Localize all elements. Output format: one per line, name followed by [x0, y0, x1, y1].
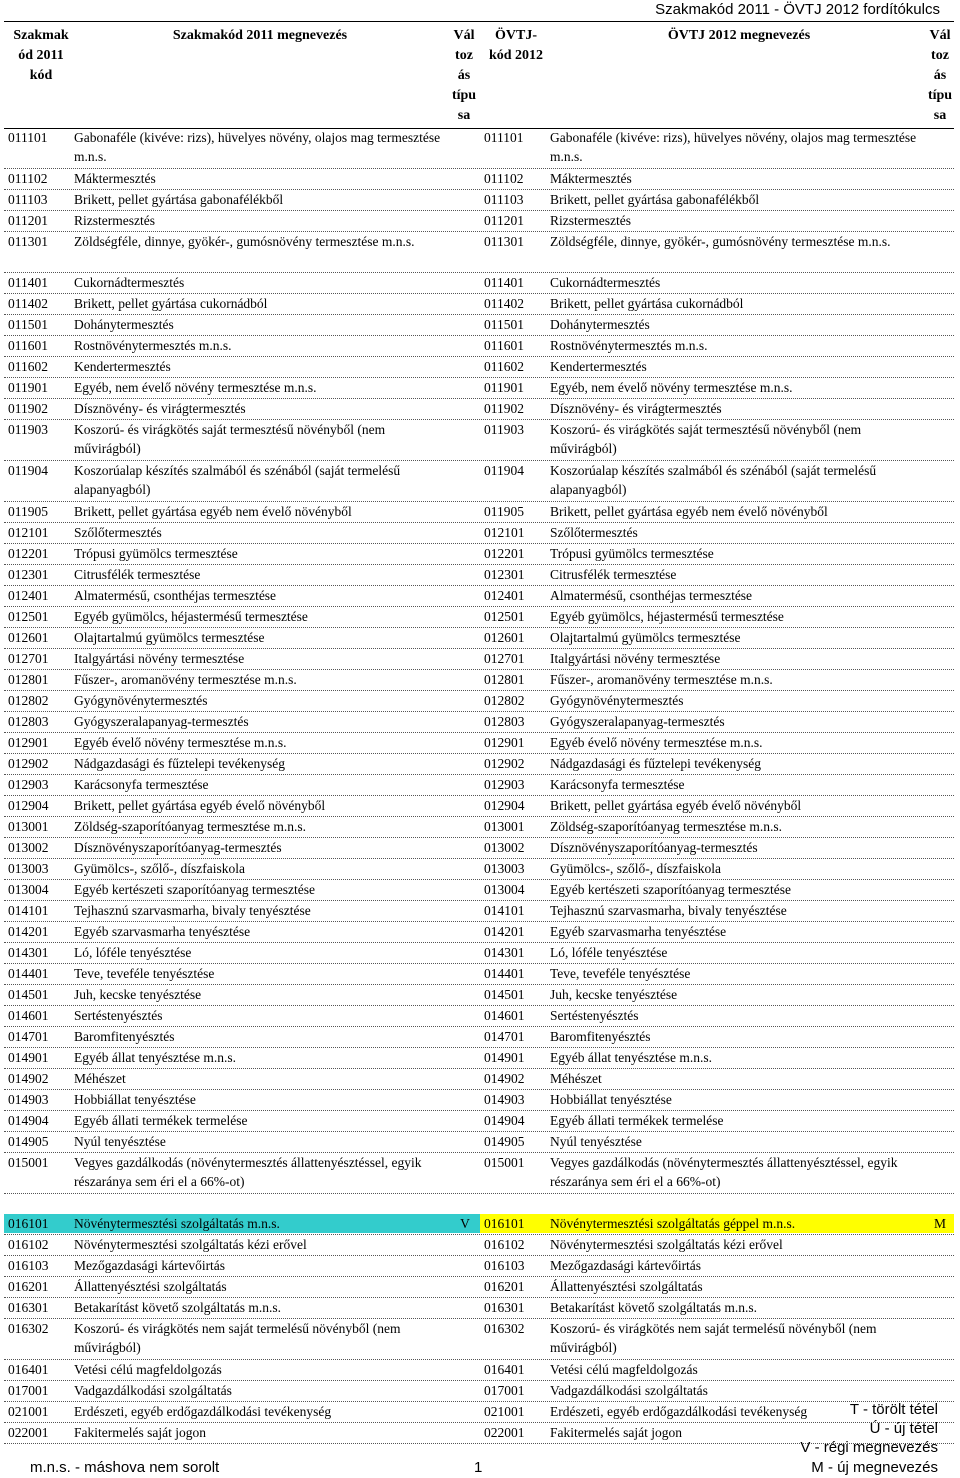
cell-name-2011: Baromfitenyésztés: [74, 1029, 175, 1044]
cell-code-2012: 014201: [484, 924, 525, 939]
table-row: [4, 315, 954, 336]
cell-name-2012: Brikett, pellet gyártása egyéb nem évelő növényből: [550, 504, 828, 519]
cell-name-2011: Növénytermesztési szolgáltatás kézi erővel: [74, 1237, 307, 1252]
cell-name-2012: Italgyártási növény termesztése: [550, 651, 721, 666]
cell-name-2012: Sertéstenyésztés: [550, 1008, 639, 1023]
cell-code-2012: 012301: [484, 567, 525, 582]
cell-code-2011: 011102: [8, 171, 48, 186]
cell-name-2012: Vegyes gazdálkodás (növénytermesztés állattenyésztéssel, egyik részaránya sem éri el a 66%-ot): [550, 1155, 898, 1190]
document-title: Szakmakód 2011 - ÖVTJ 2012 fordítókulcs: [655, 1, 940, 18]
cell-name-2012: Cukornádtermesztés: [550, 275, 661, 290]
cell-code-2012: 012401: [484, 588, 525, 603]
cell-code-2011: 014701: [8, 1029, 49, 1044]
cell-code-2011: 011905: [8, 504, 48, 519]
cell-name-2011: Egyéb állati termékek termelése: [74, 1113, 248, 1128]
cell-name-2012: Erdészeti, egyéb erdőgazdálkodási tevékenység: [550, 1404, 808, 1419]
cell-name-2012: Vadgazdálkodási szolgáltatás: [550, 1383, 708, 1398]
cell-code-2011: 012301: [8, 567, 49, 582]
table-row: [4, 378, 954, 399]
cell-name-2012: Koszorú- és virágkötés nem saját termelésű növényből (nem művirágból): [550, 1321, 877, 1356]
cell-code-2012: 011903: [484, 422, 524, 437]
cell-name-2011: Vetési célú magfeldolgozás: [74, 1362, 222, 1377]
cell-code-2012: 011601: [484, 338, 524, 353]
table-row: [4, 649, 954, 670]
table-row: [4, 336, 954, 357]
cell-code-2011: 012903: [8, 777, 49, 792]
header-code-2012: ÖVTJ- kód 2012: [488, 28, 544, 63]
table-row: [4, 1153, 954, 1194]
cell-code-2011: 011902: [8, 401, 48, 416]
cell-code-2012: 014905: [484, 1134, 525, 1149]
cell-code-2011: 014901: [8, 1050, 49, 1065]
cell-name-2012: Mezőgazdasági kártevőirtás: [550, 1258, 702, 1273]
cell-name-2012: Növénytermesztési szolgáltatás kézi erővel: [550, 1237, 783, 1252]
cell-code-2012: 011902: [484, 401, 524, 416]
cell-code-2011: 016301: [8, 1300, 49, 1315]
cell-code-2012: 014301: [484, 945, 525, 960]
cell-code-2011: 012401: [8, 588, 49, 603]
cell-name-2012: Karácsonyfa termesztése: [550, 777, 685, 792]
cell-name-2011: Sertéstenyésztés: [74, 1008, 163, 1023]
cell-name-2012: Vetési célú magfeldolgozás: [550, 1362, 698, 1377]
cell-code-2011: 014904: [8, 1113, 49, 1128]
table-row: [4, 628, 954, 649]
cell-name-2011: Fakitermelés saját jogon: [74, 1425, 206, 1440]
cell-name-2011: Egyéb állat tenyésztése m.n.s.: [74, 1050, 236, 1065]
cell-code-2011: 012902: [8, 756, 49, 771]
table-row: [4, 838, 954, 859]
cell-code-2011: 012801: [8, 672, 49, 687]
table-row: [4, 922, 954, 943]
table-header: [4, 21, 954, 129]
table-row: [4, 691, 954, 712]
cell-code-2012: 012904: [484, 798, 525, 813]
cell-code-2012: 012101: [484, 525, 525, 540]
cell-name-2011: Egyéb évelő növény termesztése m.n.s.: [74, 735, 287, 750]
cell-name-2012: Egyéb állat tenyésztése m.n.s.: [550, 1050, 712, 1065]
cell-code-2011: 013001: [8, 819, 49, 834]
cell-name-2012: Kendertermesztés: [550, 359, 647, 374]
table-row: [4, 943, 954, 964]
cell-code-2012: 012802: [484, 693, 525, 708]
table-row: [4, 1256, 954, 1277]
table-row: [4, 399, 954, 420]
cell-code-2011: 016302: [8, 1321, 49, 1336]
cell-name-2012: Hobbiállat tenyésztése: [550, 1092, 672, 1107]
cell-name-2011: Kendertermesztés: [74, 359, 171, 374]
cell-code-2012: 011201: [484, 213, 524, 228]
cell-code-2011: 014902: [8, 1071, 49, 1086]
table-row: [4, 859, 954, 880]
cell-name-2011: Nádgazdasági és fűztelepi tevékenység: [74, 756, 286, 771]
cell-code-2011: 012904: [8, 798, 49, 813]
table-row: [4, 502, 954, 523]
cell-name-2012: Dísznövényszaporítóanyag-termesztés: [550, 840, 758, 855]
cell-name-2012: Nádgazdasági és fűztelepi tevékenység: [550, 756, 762, 771]
cell-code-2012: 016103: [484, 1258, 525, 1273]
cell-name-2011: Zöldségféle, dinnye, gyökér-, gumósnövény termesztése m.n.s.: [74, 234, 415, 249]
table-row: [4, 190, 954, 211]
cell-code-2011: 011401: [8, 275, 48, 290]
cell-code-2012: 013001: [484, 819, 525, 834]
table-row: [4, 1006, 954, 1027]
cell-name-2011: Fűszer-, aromanövény termesztése m.n.s.: [74, 672, 297, 687]
table-row: [4, 670, 954, 691]
table-row: [4, 523, 954, 544]
cell-name-2011: Dísznövényszaporítóanyag-termesztés: [74, 840, 282, 855]
cell-code-2011: 014601: [8, 1008, 49, 1023]
cell-name-2011: Szőlőtermesztés: [74, 525, 162, 540]
cell-name-2011: Rizstermesztés: [74, 213, 155, 228]
cell-code-2011: 014201: [8, 924, 49, 939]
cell-code-2012: 012601: [484, 630, 525, 645]
cell-name-2011: Brikett, pellet gyártása gabonafélékből: [74, 192, 284, 207]
cell-code-2012: 017001: [484, 1383, 525, 1398]
cell-name-2011: Brikett, pellet gyártása egyéb nem évelő növényből: [74, 504, 352, 519]
cell-code-2012: 015001: [484, 1155, 525, 1170]
cell-name-2012: Betakarítást követő szolgáltatás m.n.s.: [550, 1300, 757, 1315]
cell-change-type-1: V: [460, 1216, 470, 1231]
table-row: [4, 273, 954, 294]
table-row: [4, 985, 954, 1006]
cell-name-2011: Egyéb gyümölcs, héjastermésű termesztése: [74, 609, 308, 624]
cell-name-2011: Nyúl tenyésztése: [74, 1134, 166, 1149]
cell-name-2012: Méhészet: [550, 1071, 602, 1086]
cell-name-2011: Dísznövény- és virágtermesztés: [74, 401, 246, 416]
cell-code-2012: 013003: [484, 861, 525, 876]
cell-code-2012: 022001: [484, 1425, 525, 1440]
table-row: [4, 294, 954, 315]
cell-code-2011: 013003: [8, 861, 49, 876]
cell-name-2012: Gyógyszeralapanyag-termesztés: [550, 714, 725, 729]
cell-code-2011: 016101: [8, 1216, 49, 1231]
cell-code-2012: 014501: [484, 987, 525, 1002]
cell-name-2012: Almatermésű, csonthéjas termesztése: [550, 588, 753, 603]
table-row: [4, 817, 954, 838]
cell-code-2012: 014101: [484, 903, 525, 918]
cell-code-2012: 011102: [484, 171, 524, 186]
cell-name-2012: Egyéb, nem évelő növény termesztése m.n.s.: [550, 380, 793, 395]
cell-code-2012: 014401: [484, 966, 525, 981]
cell-code-2011: 012803: [8, 714, 49, 729]
cell-code-2011: 011201: [8, 213, 48, 228]
cell-name-2011: Méhészet: [74, 1071, 126, 1086]
cell-name-2012: Ló, lóféle tenyésztése: [550, 945, 668, 960]
cell-code-2011: 014401: [8, 966, 49, 981]
header-change-type-1: Vál toz ás típu sa: [451, 28, 477, 123]
cell-name-2011: Juh, kecske tenyésztése: [74, 987, 202, 1002]
cell-name-2011: Koszorúalap készítés szalmából és szénából (saját termelésű alapanyagból): [74, 463, 401, 498]
cell-name-2011: Gyógyszeralapanyag-termesztés: [74, 714, 249, 729]
table-row: [4, 1111, 954, 1132]
cell-name-2012: Teve, teveféle tenyésztése: [550, 966, 691, 981]
cell-name-2011: Növénytermesztési szolgáltatás m.n.s.: [74, 1216, 280, 1231]
cell-name-2011: Gyümölcs-, szőlő-, díszfaiskola: [74, 861, 245, 876]
cell-code-2012: 021001: [484, 1404, 525, 1419]
cell-name-2012: Brikett, pellet gyártása gabonafélékből: [550, 192, 760, 207]
cell-name-2012: Koszorúalap készítés szalmából és szénából (saját termelésű alapanyagból): [550, 463, 877, 498]
cell-code-2011: 012601: [8, 630, 49, 645]
cell-code-2012: 016302: [484, 1321, 525, 1336]
cell-name-2012: Brikett, pellet gyártása egyéb évelő növényből: [550, 798, 802, 813]
cell-code-2011: 013002: [8, 840, 49, 855]
table-row: [4, 1360, 954, 1381]
cell-name-2011: Zöldség-szaporítóanyag termesztése m.n.s.: [74, 819, 307, 834]
table-row: [4, 775, 954, 796]
table-row: [4, 1132, 954, 1153]
page-number: 1: [474, 1459, 483, 1476]
cell-code-2012: 016201: [484, 1279, 525, 1294]
cell-code-2012: 011301: [484, 234, 524, 249]
cell-name-2012: Egyéb kertészeti szaporítóanyag termesztése: [550, 882, 792, 897]
cell-name-2011: Gyógynövénytermesztés: [74, 693, 208, 708]
table-row: [4, 796, 954, 817]
cell-name-2012: Rizstermesztés: [550, 213, 631, 228]
legend-item: T - törölt tétel: [849, 1401, 938, 1418]
cell-code-2012: 011904: [484, 463, 524, 478]
cell-name-2011: Karácsonyfa termesztése: [74, 777, 209, 792]
cell-code-2011: 011501: [8, 317, 48, 332]
cell-name-2012: Rostnövénytermesztés m.n.s.: [550, 338, 708, 353]
cell-code-2012: 016101: [484, 1216, 525, 1231]
table-row: [4, 754, 954, 775]
cell-name-2011: Italgyártási növény termesztése: [74, 651, 245, 666]
cell-code-2011: 012101: [8, 525, 49, 540]
cell-code-2012: 011905: [484, 504, 524, 519]
legend-item: Ú - új tétel: [869, 1420, 938, 1438]
cell-name-2012: Koszorú- és virágkötés saját termesztésű növényből (nem művirágból): [550, 422, 862, 457]
cell-code-2011: 011301: [8, 234, 48, 249]
table-row: [4, 461, 954, 502]
header-code-2011: Szakmak ód 2011 kód: [13, 28, 69, 83]
cell-name-2012: Dísznövény- és virágtermesztés: [550, 401, 722, 416]
cell-code-2012: 012701: [484, 651, 525, 666]
cell-code-2012: 012901: [484, 735, 525, 750]
cell-code-2012: 013004: [484, 882, 525, 897]
table-row: [4, 1298, 954, 1319]
cell-code-2011: 016401: [8, 1362, 49, 1377]
cell-name-2011: Citrusfélék termesztése: [74, 567, 201, 582]
cell-name-2011: Ló, lóféle tenyésztése: [74, 945, 192, 960]
cell-code-2011: 011903: [8, 422, 48, 437]
cell-name-2012: Egyéb állati termékek termelése: [550, 1113, 724, 1128]
cell-name-2012: Tejhasznú szarvasmarha, bivaly tenyésztése: [550, 903, 787, 918]
cell-name-2011: Brikett, pellet gyártása egyéb évelő növényből: [74, 798, 326, 813]
cell-name-2011: Vegyes gazdálkodás (növénytermesztés állattenyésztéssel, egyik részaránya sem éri el a 66%-ot): [74, 1155, 422, 1190]
header-name-2011: Szakmakód 2011 megnevezés: [172, 28, 348, 43]
cell-name-2011: Egyéb, nem évelő növény termesztése m.n.s.: [74, 380, 317, 395]
cell-name-2011: Trópusi gyümölcs termesztése: [74, 546, 238, 561]
table-row: [4, 1319, 954, 1360]
cell-code-2011: 021001: [8, 1404, 49, 1419]
cell-code-2011: 011101: [8, 130, 48, 145]
cell-name-2012: Nyúl tenyésztése: [550, 1134, 642, 1149]
table-row: [4, 712, 954, 733]
cell-name-2011: Hobbiállat tenyésztése: [74, 1092, 196, 1107]
cell-code-2012: 011103: [484, 192, 524, 207]
table-row: [4, 420, 954, 461]
cell-code-2012: 011602: [484, 359, 524, 374]
cell-code-2012: 014904: [484, 1113, 525, 1128]
cell-name-2011: Betakarítást követő szolgáltatás m.n.s.: [74, 1300, 281, 1315]
header-change-type-2: Vál toz ás típu sa: [927, 28, 953, 123]
cell-code-2011: 016201: [8, 1279, 49, 1294]
cell-name-2012: Máktermesztés: [550, 171, 632, 186]
cell-name-2012: Gyümölcs-, szőlő-, díszfaiskola: [550, 861, 721, 876]
cell-name-2012: Gyógynövénytermesztés: [550, 693, 684, 708]
cell-code-2012: 012201: [484, 546, 525, 561]
table-row: [4, 357, 954, 378]
cell-code-2011: 016102: [8, 1237, 49, 1252]
cell-code-2012: 014901: [484, 1050, 525, 1065]
legend: [800, 1400, 938, 1477]
table-row: [4, 1235, 954, 1256]
table-row: [4, 1027, 954, 1048]
cell-name-2012: Egyéb szarvasmarha tenyésztése: [550, 924, 727, 939]
cell-name-2012: Juh, kecske tenyésztése: [550, 987, 678, 1002]
cell-code-2012: 016102: [484, 1237, 525, 1252]
table-row: [4, 964, 954, 985]
cell-name-2011: Almatermésű, csonthéjas termesztése: [74, 588, 277, 603]
table-row: [4, 1277, 954, 1298]
table-row: [4, 211, 954, 232]
cell-name-2011: Koszorú- és virágkötés saját termesztésű növényből (nem művirágból): [74, 422, 386, 457]
table-row: [4, 607, 954, 628]
cell-code-2012: 011401: [484, 275, 524, 290]
cell-code-2011: 013004: [8, 882, 49, 897]
cell-name-2012: Trópusi gyümölcs termesztése: [550, 546, 714, 561]
table-row: [4, 169, 954, 190]
cell-name-2012: Szőlőtermesztés: [550, 525, 638, 540]
cell-code-2012: 012801: [484, 672, 525, 687]
cell-code-2011: 011601: [8, 338, 48, 353]
cell-name-2011: Teve, teveféle tenyésztése: [74, 966, 215, 981]
cell-name-2011: Máktermesztés: [74, 171, 156, 186]
cell-code-2011: 014101: [8, 903, 49, 918]
cell-name-2011: Egyéb szarvasmarha tenyésztése: [74, 924, 251, 939]
cell-code-2012: 016401: [484, 1362, 525, 1377]
cell-name-2012: Zöldség-szaporítóanyag termesztése m.n.s.: [550, 819, 783, 834]
cell-name-2012: Gabonaféle (kivéve: rizs), hüvelyes növény, olajos mag termesztése m.n.s.: [550, 130, 917, 165]
cell-name-2012: Egyéb gyümölcs, héjastermésű termesztése: [550, 609, 784, 624]
table-row: [4, 901, 954, 922]
cell-code-2012: 014601: [484, 1008, 525, 1023]
legend-item: M - új megnevezés: [811, 1458, 938, 1476]
cell-name-2012: Baromfitenyésztés: [550, 1029, 651, 1044]
cell-code-2012: 014903: [484, 1092, 525, 1107]
cell-code-2012: 014902: [484, 1071, 525, 1086]
cell-code-2011: 017001: [8, 1383, 49, 1398]
cell-code-2012: 011402: [484, 296, 524, 311]
header-name-2012: ÖVTJ 2012 megnevezés: [667, 28, 811, 43]
cell-code-2011: 016103: [8, 1258, 49, 1273]
cell-code-2012: 011901: [484, 380, 524, 395]
table-body: [4, 128, 954, 1444]
table-row: [4, 544, 954, 565]
cell-code-2011: 012802: [8, 693, 49, 708]
cell-code-2012: 012903: [484, 777, 525, 792]
cell-code-2012: 011501: [484, 317, 524, 332]
cell-name-2011: Olajtartalmú gyümölcs termesztése: [74, 630, 265, 645]
cell-name-2011: Állattenyésztési szolgáltatás: [74, 1279, 227, 1294]
cell-code-2011: 022001: [8, 1425, 49, 1440]
cell-code-2011: 011901: [8, 380, 48, 395]
cell-name-2012: Zöldségféle, dinnye, gyökér-, gumósnövény termesztése m.n.s.: [550, 234, 891, 249]
cell-code-2011: 014301: [8, 945, 49, 960]
footnote: m.n.s. - máshova nem sorolt: [30, 1459, 220, 1476]
table-row: [4, 1048, 954, 1069]
cell-name-2012: Fűszer-, aromanövény termesztése m.n.s.: [550, 672, 773, 687]
table-row: [4, 880, 954, 901]
cell-code-2011: 012901: [8, 735, 49, 750]
cell-code-2011: 011904: [8, 463, 48, 478]
cell-code-2011: 012701: [8, 651, 49, 666]
cell-name-2011: Dohánytermesztés: [74, 317, 174, 332]
cell-name-2011: Koszorú- és virágkötés nem saját termelésű növényből (nem művirágból): [74, 1321, 401, 1356]
cell-name-2011: Gabonaféle (kivéve: rizs), hüvelyes növény, olajos mag termesztése m.n.s.: [74, 130, 441, 165]
cell-name-2012: Citrusfélék termesztése: [550, 567, 677, 582]
cell-name-2011: Mezőgazdasági kártevőirtás: [74, 1258, 226, 1273]
cell-name-2011: Rostnövénytermesztés m.n.s.: [74, 338, 232, 353]
cell-name-2012: Állattenyésztési szolgáltatás: [550, 1279, 703, 1294]
cell-name-2012: Brikett, pellet gyártása cukornádból: [550, 296, 744, 311]
section-gap: [4, 1194, 954, 1214]
cell-code-2011: 011602: [8, 359, 48, 374]
cell-code-2011: 012501: [8, 609, 49, 624]
cell-name-2011: Erdészeti, egyéb erdőgazdálkodási tevékenység: [74, 1404, 332, 1419]
cell-name-2012: Növénytermesztési szolgáltatás géppel m.n.s.: [550, 1216, 796, 1231]
cell-code-2012: 011101: [484, 130, 524, 145]
cell-name-2011: Egyéb kertészeti szaporítóanyag termesztése: [74, 882, 316, 897]
cell-code-2012: 014701: [484, 1029, 525, 1044]
cell-code-2011: 014501: [8, 987, 49, 1002]
legend-item: V - régi megnevezés: [800, 1439, 938, 1457]
cell-name-2011: Tejhasznú szarvasmarha, bivaly tenyésztése: [74, 903, 311, 918]
cell-code-2012: 012902: [484, 756, 525, 771]
table-row: [4, 1381, 954, 1402]
cell-code-2011: 015001: [8, 1155, 49, 1170]
cell-name-2011: Vadgazdálkodási szolgáltatás: [74, 1383, 232, 1398]
cell-code-2012: 016301: [484, 1300, 525, 1315]
cell-code-2011: 014905: [8, 1134, 49, 1149]
table-row: [4, 1069, 954, 1090]
cell-code-2012: 012803: [484, 714, 525, 729]
cell-code-2011: 012201: [8, 546, 49, 561]
cell-code-2011: 014903: [8, 1092, 49, 1107]
table-row: [4, 1214, 954, 1235]
cell-code-2011: 011103: [8, 192, 48, 207]
table-row: [4, 586, 954, 607]
cell-name-2012: Dohánytermesztés: [550, 317, 650, 332]
cell-change-type-2: M: [933, 1216, 946, 1231]
table-row: [4, 733, 954, 754]
cell-code-2012: 013002: [484, 840, 525, 855]
cell-code-2012: 012501: [484, 609, 525, 624]
table-row: [4, 128, 954, 169]
table-row: [4, 565, 954, 586]
table-row: [4, 1090, 954, 1111]
cell-name-2011: Brikett, pellet gyártása cukornádból: [74, 296, 268, 311]
cell-name-2011: Cukornádtermesztés: [74, 275, 185, 290]
cell-name-2012: Fakitermelés saját jogon: [550, 1425, 682, 1440]
cell-name-2012: Egyéb évelő növény termesztése m.n.s.: [550, 735, 763, 750]
cell-code-2011: 011402: [8, 296, 48, 311]
cell-name-2012: Olajtartalmú gyümölcs termesztése: [550, 630, 741, 645]
table-row: [4, 232, 954, 273]
